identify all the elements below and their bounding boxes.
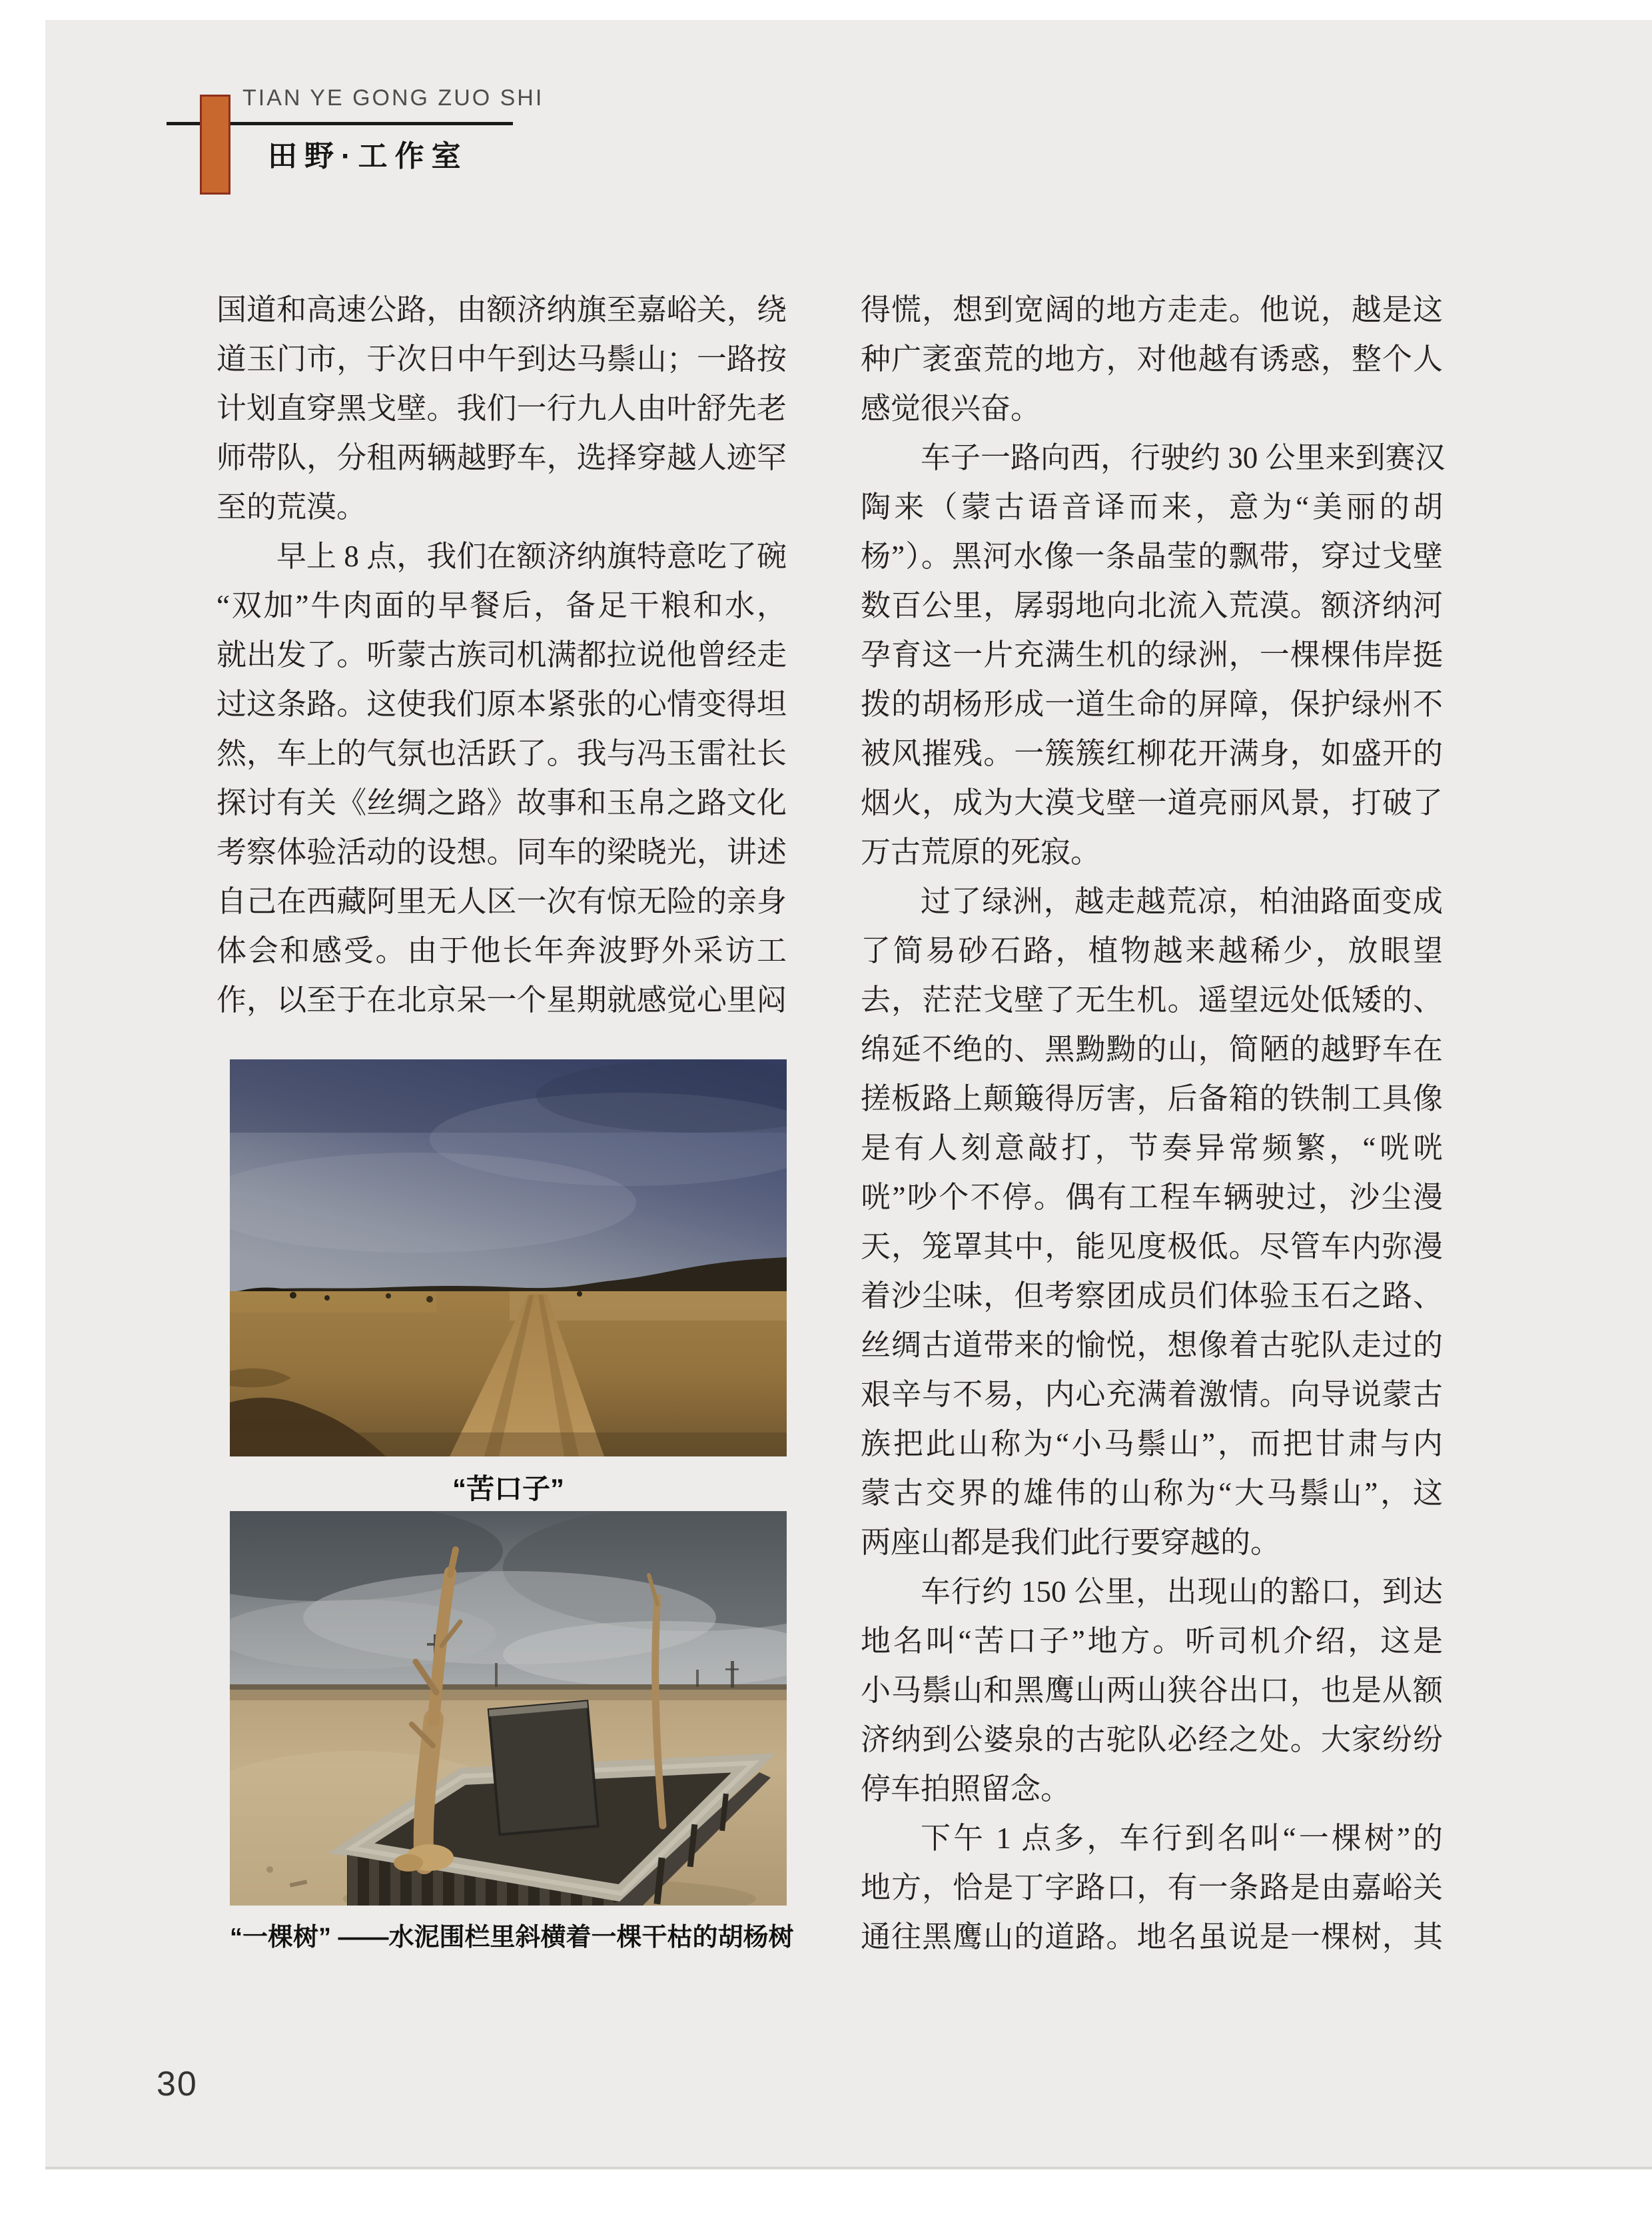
text-line: 自己在西藏阿里无人区一次有惊无险的亲身 bbox=[216, 885, 787, 918]
text-line: 停车拍照留念。 bbox=[861, 1772, 1071, 1806]
text-line: 下午 1 点多，车行到名叫“一棵树”的 bbox=[921, 1822, 1443, 1855]
dead-tree-photo bbox=[230, 1511, 787, 1906]
text-line: 孕育这一片充满生机的绿洲，一棵棵伟岸挺 bbox=[861, 638, 1443, 672]
text-line: 烟火，成为大漠戈壁一道亮丽风景，打破了 bbox=[861, 786, 1443, 820]
text-line: 计划直穿黑戈壁。我们一行九人由叶舒先老 bbox=[216, 392, 787, 425]
text-line: 车子一路向西，行驶约 30 公里来到赛汉 bbox=[921, 441, 1446, 474]
text-line: 体会和感受。由于他长年奔波野外采访工 bbox=[216, 934, 787, 967]
text-line: 小马鬃山和黑鹰山两山狭谷出口，也是从额 bbox=[861, 1674, 1443, 1707]
text-line: 至的荒漠。 bbox=[216, 490, 367, 524]
text-line: 道玉门市，于次日中午到达马鬃山；一路按 bbox=[216, 342, 787, 376]
text-line: 着沙尘味，但考察团成员们体验玉石之路、 bbox=[861, 1279, 1443, 1313]
text-line: 国道和高速公路，由额济纳旗至嘉峪关，绕 bbox=[216, 293, 787, 326]
text-line: “双加”牛肉面的早餐后，备足干粮和水， bbox=[216, 589, 787, 622]
column-left bbox=[216, 285, 787, 1025]
text-line: 车行约 150 公里，出现山的豁口，到达 bbox=[921, 1575, 1443, 1608]
text-line: 地名叫“苦口子”地方。听司机介绍，这是 bbox=[861, 1624, 1443, 1658]
text-line: 艰辛与不易，内心充满着激情。向导说蒙古 bbox=[861, 1378, 1443, 1411]
text-line: 了简易砂石路，植物越来越稀少，放眼望 bbox=[861, 934, 1443, 967]
text-line: 蒙古交界的雄伟的山称为“大马鬃山”，这 bbox=[861, 1476, 1443, 1510]
text-line: 绵延不绝的、黑黝黝的山，简陋的越野车在 bbox=[861, 1033, 1443, 1066]
text-line: 数百公里，孱弱地向北流入荒漠。额济纳河 bbox=[861, 589, 1443, 622]
text-line: 是有人刻意敲打，节奏异常频繁，“咣咣 bbox=[861, 1131, 1443, 1165]
text-line: 考察体验活动的设想。同车的梁晓光，讲述 bbox=[216, 835, 787, 869]
text-line: 杨”）。黑河水像一条晶莹的飘带，穿过戈壁 bbox=[861, 540, 1443, 573]
page-number: 30 bbox=[157, 2065, 198, 2103]
desert-road-photo bbox=[230, 1059, 787, 1456]
text-line: 然，车上的气氛也活跃了。我与冯玉雷社长 bbox=[216, 737, 787, 770]
figure-caption-kukouzi: “苦口子” bbox=[452, 1473, 564, 1504]
text-line: 陶来（蒙古语音译而来，意为“美丽的胡 bbox=[861, 490, 1443, 524]
text-line: 被风摧残。一簇簇红柳花开满身，如盛开的 bbox=[861, 737, 1443, 770]
text-line: 师带队，分租两辆越野车，选择穿越人迹罕 bbox=[216, 441, 787, 474]
header-latin-title: TIAN YE GONG ZUO SHI bbox=[242, 85, 544, 111]
text-line: 拨的胡杨形成一道生命的屏障，保护绿州不 bbox=[861, 688, 1443, 721]
text-line: 地方，恰是丁字路口，有一条路是由嘉峪关 bbox=[861, 1871, 1443, 1904]
text-line: 就出发了。听蒙古族司机满都拉说他曾经走 bbox=[216, 638, 787, 672]
text-line: 丝绸古道带来的愉悦，想像着古驼队走过的 bbox=[861, 1329, 1443, 1362]
text-line: 得慌，想到宽阔的地方走走。他说，越是这 bbox=[861, 293, 1443, 326]
header-accent-bar bbox=[200, 95, 230, 195]
text-line: 感觉很兴奋。 bbox=[861, 392, 1041, 425]
text-line: 早上 8 点，我们在额济纳旗特意吃了碗 bbox=[276, 540, 787, 573]
text-line: 通往黑鹰山的道路。地名虽说是一棵树，其 bbox=[861, 1920, 1443, 1953]
text-line: 种广袤蛮荒的地方，对他越有诱惑，整个人 bbox=[861, 342, 1443, 376]
text-line: 济纳到公婆泉的古驼队必经之处。大家纷纷 bbox=[861, 1723, 1443, 1756]
figure-kukouzi bbox=[230, 1059, 787, 1456]
text-line: 探讨有关《丝绸之路》故事和玉帛之路文化 bbox=[216, 786, 787, 820]
text-line: 过了绿洲，越走越荒凉，柏油路面变成 bbox=[921, 885, 1443, 918]
text-line: 过这条路。这使我们原本紧张的心情变得坦 bbox=[216, 688, 787, 721]
text-line: 去，茫茫戈壁了无生机。遥望远处低矮的、 bbox=[861, 983, 1443, 1017]
text-line: 两座山都是我们此行要穿越的。 bbox=[861, 1526, 1281, 1559]
scanned-page bbox=[45, 20, 1652, 2167]
column-right bbox=[861, 285, 1446, 1961]
text-line: 作，以至于在北京呆一个星期就感觉心里闷 bbox=[216, 983, 787, 1017]
text-line: 万古荒原的死寂。 bbox=[861, 835, 1101, 869]
text-line: 搓板路上颠簸得厉害，后备箱的铁制工具像 bbox=[861, 1082, 1443, 1115]
text-line: 咣”吵个不停。偶有工程车辆驶过，沙尘漫 bbox=[861, 1181, 1443, 1214]
header-chinese-title: 田野·工作室 bbox=[268, 140, 468, 173]
figure-caption-one-tree: “一棵树” ——水泥围栏里斜横着一棵干枯的胡杨树 bbox=[230, 1924, 794, 1951]
figure-one-tree bbox=[230, 1511, 787, 1906]
text-line: 天，笼罩其中，能见度极低。尽管车内弥漫 bbox=[861, 1230, 1443, 1263]
text-line: 族把此山称为“小马鬃山”，而把甘肃与内 bbox=[861, 1427, 1443, 1460]
